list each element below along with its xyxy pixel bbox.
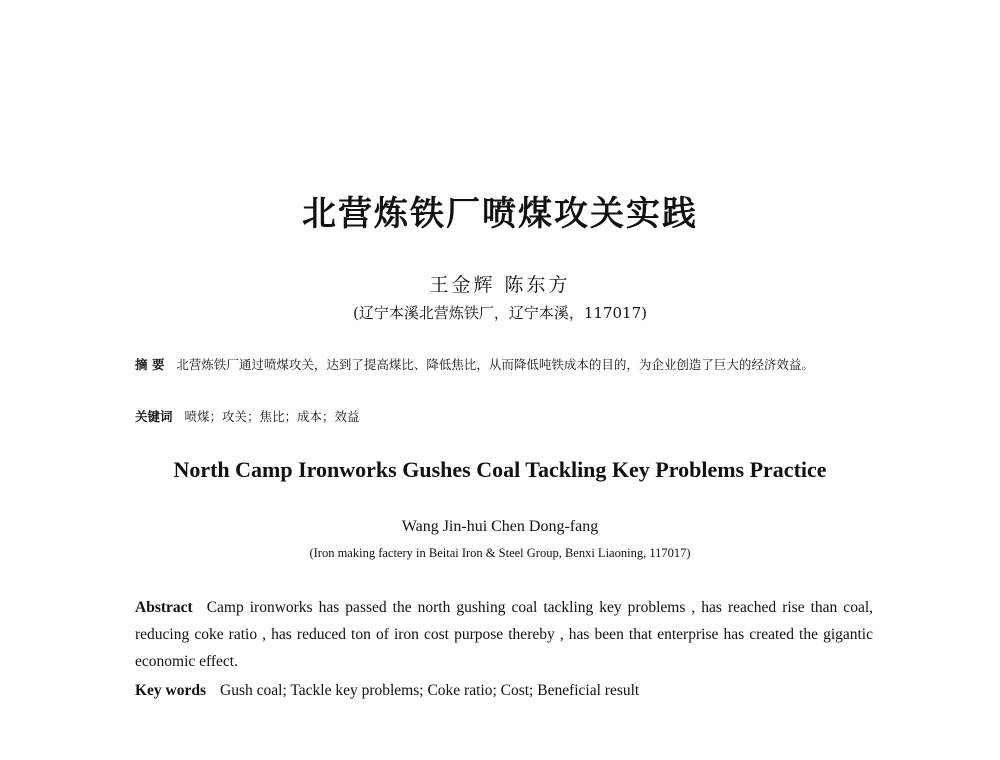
english-keywords xyxy=(135,677,873,704)
chinese-keywords-text: 喷煤；攻关；焦比；成本；效益 xyxy=(184,409,360,424)
english-abstract-text: Camp ironworks has passed the north gushing coal tackling key problems , has reached rise than coal, reducing coke ratio , has reduced ton of iron cost purpose thereby , has been that enterprise has created the gigantic economic effect. xyxy=(135,599,873,670)
english-keywords-text: Gush coal; Tackle key problems; Coke ratio; Cost; Beneficial result xyxy=(220,682,640,699)
english-authors: Wang Jin-hui Chen Dong-fang xyxy=(401,518,599,535)
english-abstract xyxy=(135,594,873,675)
chinese-authors: 王金辉 陈东方 xyxy=(429,274,571,296)
chinese-title: 北营炼铁厂喷煤攻关实践 xyxy=(302,194,698,234)
chinese-keywords xyxy=(135,406,875,427)
chinese-abstract-label: 摘 要 xyxy=(135,357,165,372)
english-title: North Camp Ironworks Gushes Coal Tackling Key Problems Practice xyxy=(173,457,827,482)
chinese-abstract xyxy=(135,354,875,375)
english-affiliation: (Iron making factery in Beitai Iron & Steel Group, Benxi Liaoning, 117017) xyxy=(309,546,691,560)
chinese-abstract-text: 北营炼铁厂通过喷煤攻关，达到了提高煤比、降低焦比，从而降低吨铁成本的目的，为企业创造了巨大的经济效益。 xyxy=(176,357,814,372)
english-abstract-label: Abstract xyxy=(135,599,193,616)
chinese-affiliation: (辽宁本溪北营炼铁厂，辽宁本溪，117017) xyxy=(353,304,647,322)
english-keywords-label: Key words xyxy=(135,682,207,699)
chinese-keywords-label: 关键词 xyxy=(135,409,173,424)
